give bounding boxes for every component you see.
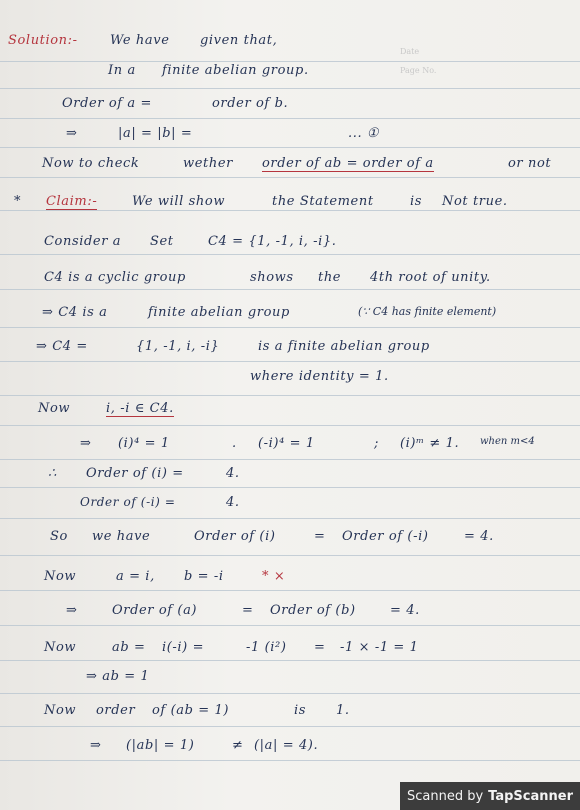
text-segment: where identity = 1.: [250, 369, 389, 384]
text-segment: wether: [183, 156, 233, 171]
text-segment: we have: [92, 529, 151, 544]
ruled-line: [0, 555, 580, 556]
ruled-line: [0, 327, 580, 328]
text-segment: Not true.: [442, 194, 508, 209]
text-segment: Order of (b): [270, 603, 356, 618]
arrow-symbol: ⇒: [80, 436, 92, 451]
set-definition: {1, -1, i, -i}: [136, 339, 220, 354]
text-segment: is a finite abelian group: [258, 339, 430, 354]
underlined-phrase: order of ab = order of a: [262, 156, 434, 171]
text-segment: Now: [44, 703, 77, 718]
date-field-label: Date: [400, 47, 420, 56]
ruled-line: [0, 625, 580, 626]
text-segment: when m<4: [480, 436, 535, 447]
text-segment: a = i,: [116, 569, 155, 584]
ruled-line: [0, 660, 580, 661]
ruled-line: [0, 118, 580, 119]
text-segment: We have: [110, 33, 170, 48]
text-segment: of (ab = 1): [152, 703, 230, 718]
set-definition: C4 = {1, -1, i, -i}.: [208, 234, 337, 249]
text-segment: Order of (-i): [342, 529, 429, 544]
ruled-line: [0, 210, 580, 211]
ruled-line: [0, 487, 580, 488]
text-segment: the: [318, 270, 342, 285]
text-segment: finite abelian group.: [162, 63, 309, 78]
text-segment: Order of (i) =: [86, 466, 184, 481]
text-segment: is: [410, 194, 423, 209]
scanner-watermark: [400, 782, 580, 810]
underlined-phrase: i, -i ∈ C4.: [106, 401, 174, 416]
text-segment: i(-i) =: [162, 640, 205, 655]
text-segment: is: [294, 703, 307, 718]
text-segment: or not: [508, 156, 552, 171]
text-segment: -1 (i²): [246, 640, 287, 655]
ruled-line: [0, 518, 580, 519]
text-segment: So: [50, 529, 68, 544]
text-segment: (i)ᵐ ≠ 1.: [400, 436, 460, 451]
text-segment: the Statement: [272, 194, 374, 209]
text-segment: |a| = |b| =: [118, 126, 193, 141]
ruled-line: [0, 61, 580, 62]
text-segment: ⇒ C4 =: [36, 339, 88, 354]
text-segment: (i)⁴ = 1: [118, 436, 170, 451]
ruled-line: [0, 361, 580, 362]
text-segment: (-i)⁴ = 1: [258, 436, 315, 451]
text-segment: b = -i: [184, 569, 224, 584]
text-segment: =: [314, 640, 326, 655]
ruled-line: [0, 459, 580, 460]
page-number-field-label: Page No.: [400, 66, 437, 75]
text-segment: ;: [374, 436, 379, 451]
ruled-line: [0, 693, 580, 694]
text-segment: -1 × -1 = 1: [340, 640, 419, 655]
text-segment: C4 is a cyclic group: [44, 270, 186, 285]
watermark-prefix: Scanned by: [406, 788, 484, 804]
text-segment: In a: [108, 63, 136, 78]
ruled-line: [0, 289, 580, 290]
claim-heading: Claim:-: [46, 194, 98, 209]
text-segment: Now: [44, 640, 77, 655]
arrow-symbol: ⇒: [66, 126, 78, 141]
watermark-brand: TapScanner: [488, 788, 574, 804]
ruled-line: [0, 425, 580, 426]
text-segment: 4.: [226, 495, 240, 510]
bullet-star: *: [14, 194, 22, 209]
text-segment: Order of a =: [62, 96, 152, 111]
text-segment: Now: [38, 401, 71, 416]
therefore-symbol: ∴: [48, 466, 57, 481]
text-segment: shows: [250, 270, 294, 285]
text-segment: = 4.: [390, 603, 420, 618]
ruled-line: [0, 177, 580, 178]
text-segment: order: [96, 703, 136, 718]
text-segment: order of b.: [212, 96, 289, 111]
text-segment: 1.: [336, 703, 350, 718]
text-segment: =: [242, 603, 254, 618]
text-segment: ab =: [112, 640, 146, 655]
text-segment: Order of (a): [112, 603, 198, 618]
red-star-mark: * ×: [262, 569, 286, 584]
text-segment: given that,: [200, 33, 278, 48]
ruled-line: [0, 726, 580, 727]
ruled-line: [0, 590, 580, 591]
not-equal-symbol: ≠: [232, 738, 244, 753]
text-segment: .: [232, 436, 237, 451]
text-segment: (∵ C4 has finite element): [358, 305, 497, 318]
arrow-symbol: ⇒: [66, 603, 78, 618]
text-segment: Consider a: [44, 234, 122, 249]
text-segment: = 4.: [464, 529, 494, 544]
equation-label: ... ①: [348, 126, 380, 141]
text-segment: finite abelian group: [148, 305, 290, 320]
text-segment: Order of (-i) =: [80, 495, 176, 509]
text-segment: (|ab| = 1): [126, 738, 195, 753]
text-segment: =: [314, 529, 326, 544]
ruled-line: [0, 147, 580, 148]
text-segment: Set: [150, 234, 174, 249]
text-segment: (|a| = 4).: [254, 738, 319, 753]
text-segment: 4th root of unity.: [370, 270, 491, 285]
text-segment: Now to check: [42, 156, 140, 171]
solution-heading: Solution:-: [8, 33, 78, 48]
text-segment: We will show: [132, 194, 226, 209]
text-segment: ⇒ C4 is a: [42, 305, 108, 320]
text-segment: ⇒ ab = 1: [86, 669, 150, 684]
text-segment: 4.: [226, 466, 240, 481]
ruled-line: [0, 254, 580, 255]
ruled-line: [0, 395, 580, 396]
text-segment: Now: [44, 569, 77, 584]
arrow-symbol: ⇒: [90, 738, 102, 753]
text-segment: Order of (i): [194, 529, 276, 544]
ruled-line: [0, 88, 580, 89]
ruled-line: [0, 760, 580, 761]
